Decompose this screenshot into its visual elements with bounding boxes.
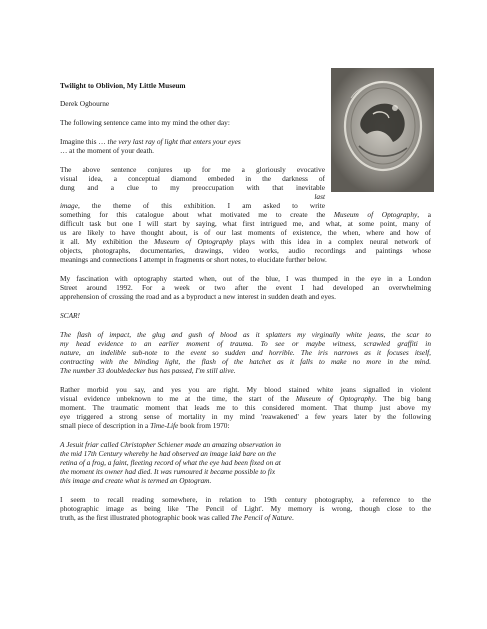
paragraph-4-line-5: small piece of description in a Time-Life book from 1970: <box>60 421 230 430</box>
paragraph-4-line-4: eye triggered a strong sense of mortality in my mind 'reawakened' a few years later by the following <box>60 412 431 421</box>
paragraph-1-line-7: difficult task but one I will start by saying, what first intrigued me, and what, at some point, many of <box>60 219 431 228</box>
paragraph-3-line-2: my head evidence to an earlier moment of trauma. To see or maybe witness, scrawled graffiti in <box>60 339 431 348</box>
paragraph-5-line-4: the moment its owner had died. It was rumoured it became possible to fix <box>60 467 276 476</box>
paragraph-3-line-4: contracting with the blinding light, the flash of the hatchet as it falls to make no more in the mind. <box>60 357 431 366</box>
paragraph-3-line-1: The flash of impact, the glug and gush of blood as it splatters my virginally white jeans, the scar to <box>60 330 431 339</box>
paragraph-4-line-1: Rather morbid you say, and yes you are right. My blood stained white jeans signalled in violent <box>60 385 431 394</box>
paragraph-5-line-1: A Jesuit friar called Christopher Schiener made an amazing observation in <box>60 440 281 449</box>
paragraph-4-line-3: moment. The traumatic moment that leads me to this considered moment. That thump just above my <box>60 403 431 412</box>
paragraph-2-line-3: apprehension of crossing the road and as a byproduct a new interest in sudden death and eyes. <box>60 292 336 301</box>
paragraph-3-line-3: nature, an indelible sub-note to the event so sudden and horrible. The iris narrows as it focuses itself, <box>60 348 431 357</box>
paragraph-2-line-2: Street around 1992. For a week or two after the event I had developed an overwhelming <box>60 283 431 292</box>
paragraph-1-line-6: something for this catalogue about what motivated me to create the Museum of Optography, a <box>60 210 431 219</box>
paragraph-5-line-3: retina of a frog, a faint, fleeting record of what the eye had been fixed on at <box>60 458 281 467</box>
eye-specimen-illustration <box>331 68 434 192</box>
author-name: Derek Ogbourne <box>60 99 110 108</box>
paragraph-1-line-2: visual idea, a conceptual diamond embeded in the darkness of <box>60 174 325 183</box>
paragraph-1-line-9: it all. My exhibition the Museum of Optography plays with this idea in a complex neural network of <box>60 237 431 246</box>
quote-line-1: Imagine this … the very last ray of light that enters your eyes <box>60 137 241 146</box>
scar-exclamation: SCAR! <box>60 311 80 320</box>
paragraph-1-line-8: us are likely to have thought about, is of our last moments of existence, the when, where and how of <box>60 228 431 237</box>
paragraph-1-line-1: The above sentence conjures up for me a gloriously evocative <box>60 165 325 174</box>
paragraph-2-line-1: My fascination with optography started when, out of the blue, I was thumped in the eye in a London <box>60 274 431 283</box>
paragraph-1-line-10: objects, photographs, documentaries, drawings, video works, audio recordings and paintings whose <box>60 246 431 255</box>
paragraph-1-line-11: meanings and connections I attempt in fragments or short notes, to elucidate further below. <box>60 255 327 264</box>
paragraph-1-line-5: image, the theme of this exhibition. I am asked to write <box>60 201 325 210</box>
optogram-eye-photo <box>331 68 434 192</box>
paragraph-3-line-5: The number 33 doubledecker bus has passed, I'm still alive. <box>60 366 236 375</box>
paragraph-6-line-1: I seem to recall reading somewhere, in relation to 19th century photography, a reference to the <box>60 495 431 504</box>
paragraph-4-line-2: visual evidence unbeknown to me at the time, the start of the Museum of Optography. The big bang <box>60 394 432 403</box>
paragraph-1-line-4: last <box>314 192 325 201</box>
paragraph-5-line-5: this image and create what is termed an Optogram. <box>60 476 212 485</box>
paragraph-5-line-2: the mid 17th Century whereby he had observed an image laid bare on the <box>60 449 276 458</box>
document-title: Twilight to Oblivion, My Little Museum <box>60 81 186 90</box>
paragraph-6-line-3: truth, as the first illustrated photographic book was called The Pencil of Nature. <box>60 513 294 522</box>
paragraph-1-line-3: dung and a clue to my preoccupation with that inevitable <box>60 183 325 192</box>
quote-line-2: … at the moment of your death. <box>60 146 155 155</box>
intro-sentence: The following sentence came into my mind the other day: <box>60 118 230 127</box>
paragraph-6-line-2: photographic image as being like 'The Pencil of Light'. My memory is wrong, though close to the <box>60 504 431 513</box>
